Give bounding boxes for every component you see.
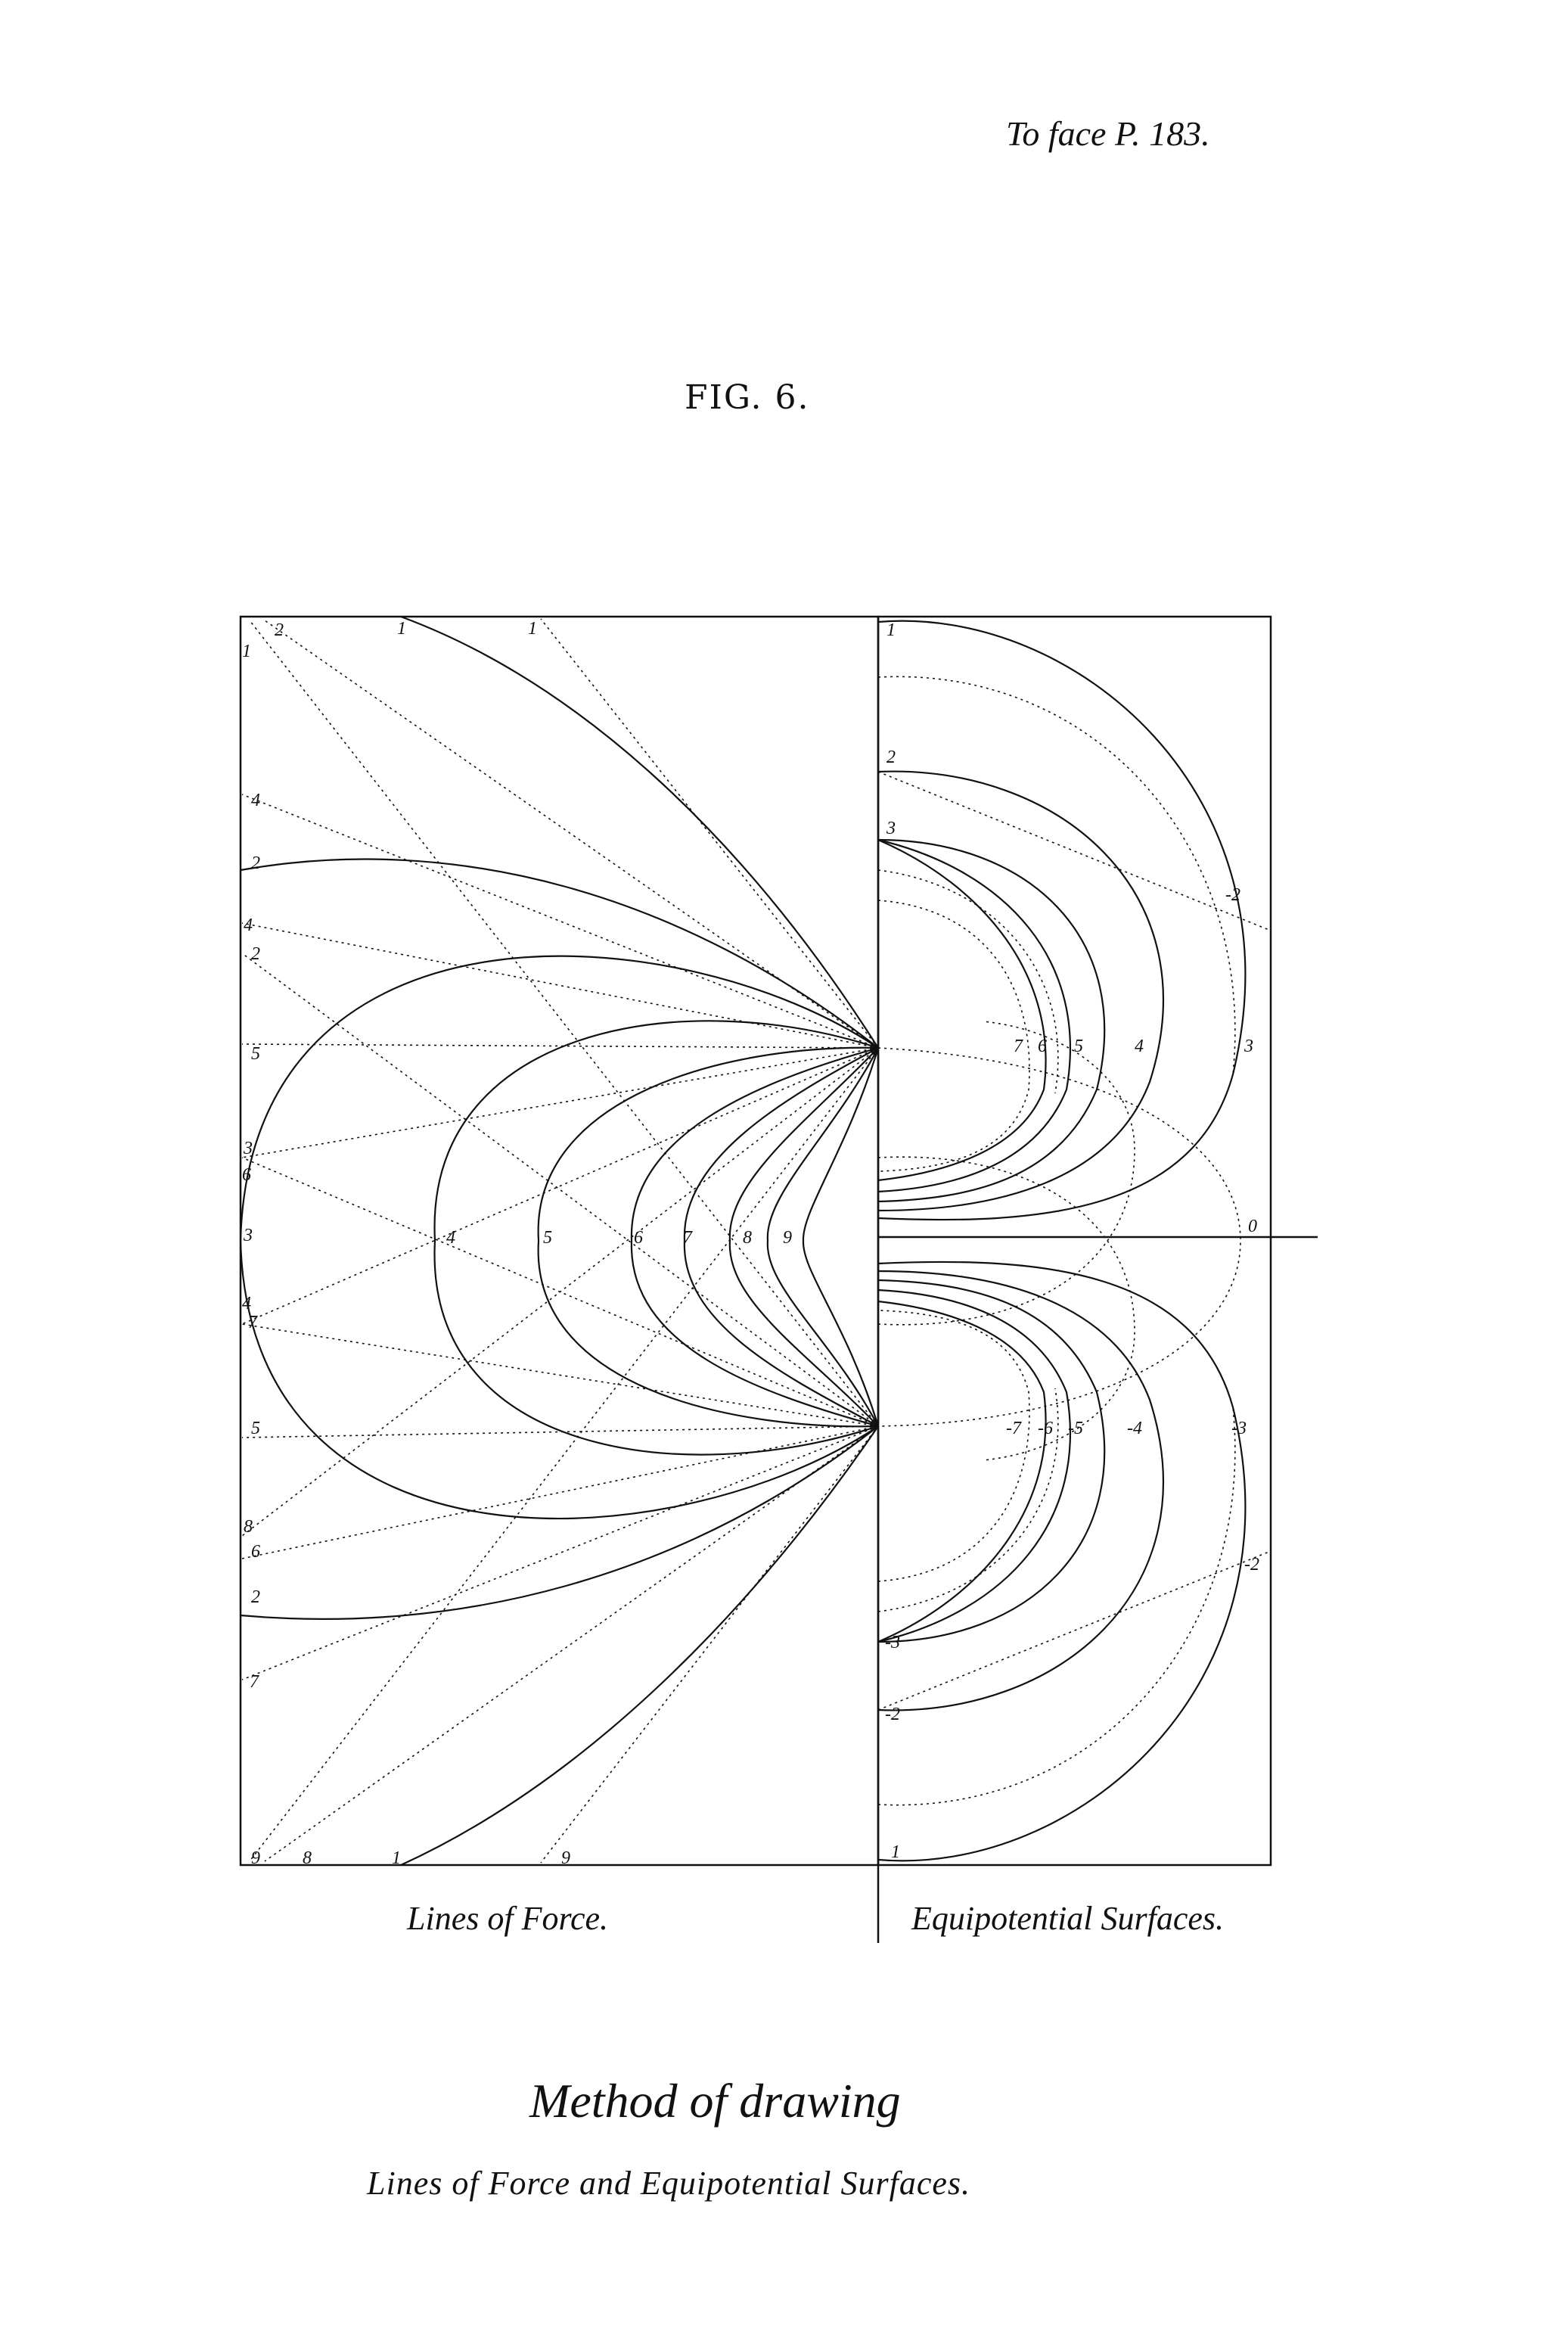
construction-line	[242, 1426, 878, 1438]
label: 4	[244, 915, 253, 935]
label: -4	[1127, 1419, 1142, 1438]
label: 9	[251, 1848, 260, 1868]
force-line	[401, 617, 878, 1048]
label: 6	[1038, 1037, 1047, 1056]
equipotential-curve	[878, 840, 1046, 1180]
label: 1	[891, 1842, 900, 1862]
construction-line	[250, 1048, 878, 1861]
label: -6	[1038, 1419, 1053, 1438]
construction-line	[242, 953, 878, 1426]
label: 5	[1074, 1037, 1083, 1056]
label: 2	[275, 620, 284, 640]
left-panel-caption: Lines of Force.	[407, 1900, 608, 1937]
force-line	[241, 1426, 878, 1619]
construction-line	[242, 923, 878, 1048]
label: 1	[397, 619, 406, 639]
label: 8	[244, 1517, 253, 1537]
label: 1	[528, 619, 537, 639]
equipotential-curve	[878, 1271, 1163, 1710]
label: 3	[244, 1139, 253, 1158]
label: -5	[1068, 1419, 1083, 1438]
label: 6	[242, 1165, 251, 1185]
force-line	[685, 1048, 878, 1426]
label: 9	[561, 1848, 570, 1868]
construction-curve	[878, 1407, 1235, 1805]
construction-line	[242, 1158, 878, 1426]
label: 7	[1014, 1037, 1023, 1056]
equipotential-curve	[878, 1301, 1046, 1642]
equipotential-surfaces	[878, 621, 1245, 1861]
left-panel-labels	[242, 619, 792, 1868]
construction-curve	[878, 676, 1235, 1074]
figure-number: FIG. 6.	[685, 378, 810, 417]
label: -7	[1006, 1419, 1021, 1438]
force-line	[632, 1048, 878, 1426]
label: 3	[886, 819, 896, 838]
label: -3	[1231, 1419, 1247, 1438]
label: 4	[251, 791, 260, 810]
construction-line	[250, 620, 878, 1426]
construction-line	[265, 1426, 878, 1861]
construction-curve	[878, 1388, 1058, 1612]
label: -2	[1225, 885, 1240, 905]
page-reference: To face P. 183.	[1006, 114, 1210, 153]
right-panel-frame	[878, 617, 1271, 1865]
construction-line	[878, 772, 1271, 931]
label: 4	[1135, 1037, 1144, 1056]
label: -2	[885, 1705, 900, 1724]
label: 2	[251, 1587, 260, 1607]
label: 8	[303, 1848, 312, 1868]
equipotential-curve	[878, 772, 1163, 1211]
construction-line	[541, 619, 878, 1048]
plate-subtitle: Lines of Force and Equipotential Surfaces.	[367, 2165, 971, 2202]
label: 7	[250, 1672, 259, 1692]
construction-curve	[878, 870, 1058, 1093]
force-line	[241, 860, 878, 1048]
construction-line	[541, 1426, 878, 1863]
label: 2	[251, 944, 260, 964]
label: 7	[683, 1228, 692, 1248]
label: -3	[885, 1633, 900, 1652]
equipotential-curve	[878, 1262, 1245, 1861]
label: -2	[1244, 1555, 1259, 1575]
label: 8	[743, 1228, 752, 1248]
construction-line	[878, 1551, 1271, 1710]
label: 2	[251, 853, 260, 873]
plate-title: Method of drawing	[529, 2074, 901, 2128]
label: 3	[1244, 1037, 1253, 1056]
label: 5	[251, 1044, 260, 1064]
label: 5	[543, 1228, 552, 1248]
label: 1	[392, 1848, 401, 1868]
label: 7	[248, 1313, 257, 1332]
label: 6	[251, 1542, 260, 1562]
force-line	[401, 1426, 878, 1865]
construction-line	[242, 794, 878, 1048]
label: 1	[886, 620, 896, 640]
construction-line	[242, 1048, 878, 1324]
label: 9	[783, 1228, 792, 1248]
label: 3	[244, 1226, 253, 1245]
label: 0	[1248, 1217, 1257, 1236]
label: 1	[242, 642, 251, 661]
label: 4	[242, 1294, 251, 1313]
label: 5	[251, 1419, 260, 1438]
force-line	[539, 1048, 878, 1427]
label: 6	[634, 1228, 643, 1248]
equipotential-curve	[878, 621, 1245, 1220]
label: 4	[446, 1228, 455, 1248]
right-panel-caption: Equipotential Surfaces.	[911, 1900, 1225, 1937]
construction-line	[242, 1324, 878, 1426]
label: 2	[886, 748, 896, 767]
force-line	[803, 1048, 878, 1426]
